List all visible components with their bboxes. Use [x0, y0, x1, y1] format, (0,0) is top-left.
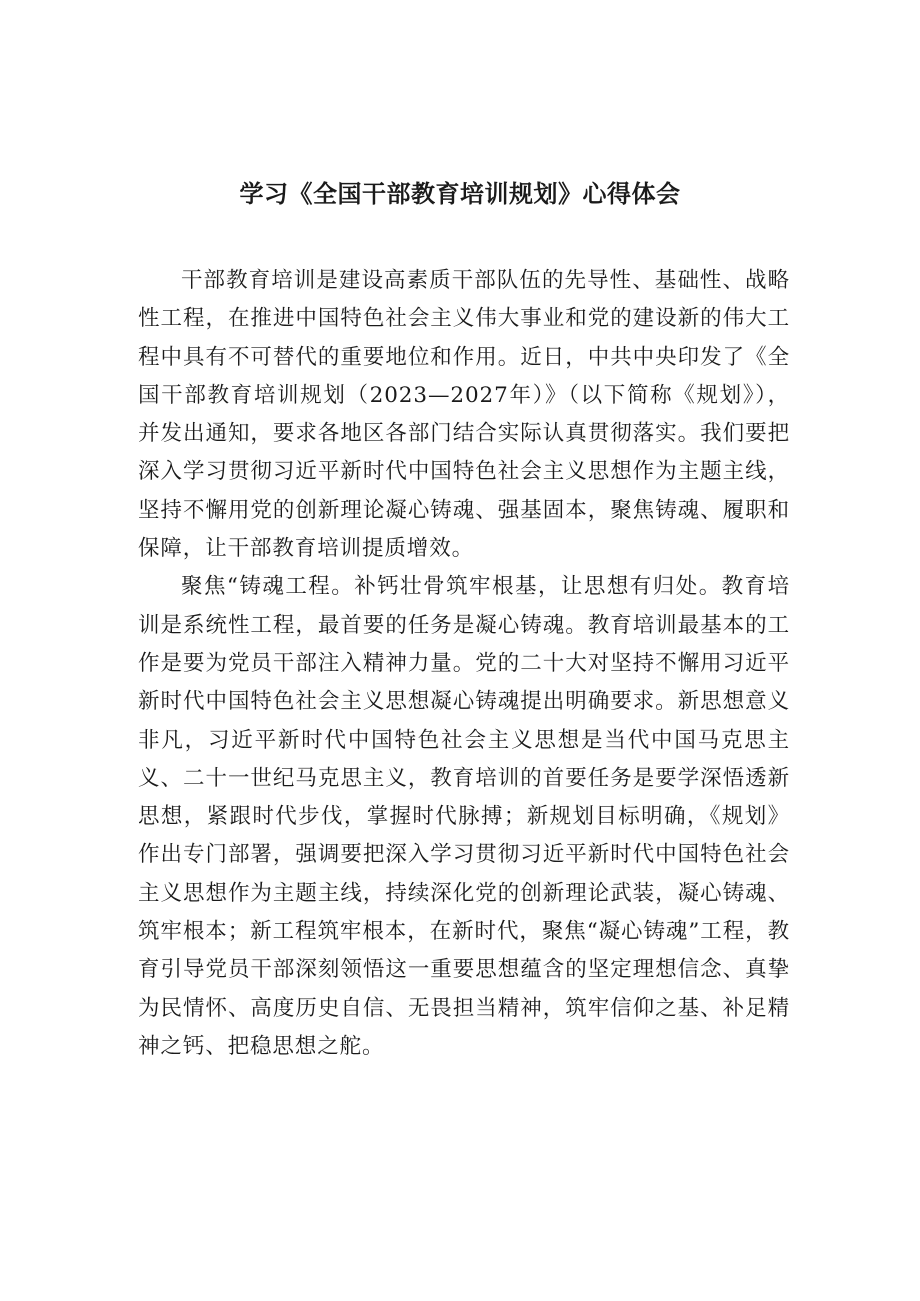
- document-title: 学习《全国干部教育培训规划》心得体会: [239, 180, 681, 208]
- paragraph-focus-soul-project: 聚焦“铸魂工程。补钙壮骨筑牢根基，让思想有归处。教育培训是系统性工程，最首要的任务是凝心铸魂。教育培训最基本的工作是要为党员干部注入精神力量。党的二十大对坚持不懈用习近平新时代中国特色社会主义思想凝心铸魂提出明确要求。新思想意义非凡，习近平新时代中国特色社会主义思想是当代中国马克思主义、二十一世纪马克思主义，教育培训的首要任务是要学深悟透新思想，紧跟时代步伐，掌握时代脉搏；新规划目标明确，《规划》作出专门部署，强调要把深入学习贯彻习近平新时代中国特色社会主义思想作为主题主线，持续深化党的创新理论武装，凝心铸魂、筑牢根本；新工程筑牢根本，在新时代，聚焦“凝心铸魂”工程，教育引导党员干部深刻领悟这一重要思想蕴含的坚定理想信念、真挚为民情怀、高度历史自信、无畏担当精神，筑牢信仰之基、补足精神之钙、把稳思想之舵。: [138, 574, 790, 1059]
- paragraph-intro: 干部教育培训是建设高素质干部队伍的先导性、基础性、战略性工程，在推进中国特色社会主义伟大事业和党的建设新的伟大工程中具有不可替代的重要地位和作用。近日，中共中央印发了《全国干部教育培训规划（2023—2027年）》（以下简称《规划》），并发出通知，要求各地区各部门结合实际认真贯彻落实。我们要把深入学习贯彻习近平新时代中国特色社会主义思想作为主题主线，坚持不懈用党的创新理论凝心铸魂、强基固本，聚焦铸魂、履职和保障，让干部教育培训提质增效。: [138, 268, 790, 562]
- document-body: [138, 262, 790, 1066]
